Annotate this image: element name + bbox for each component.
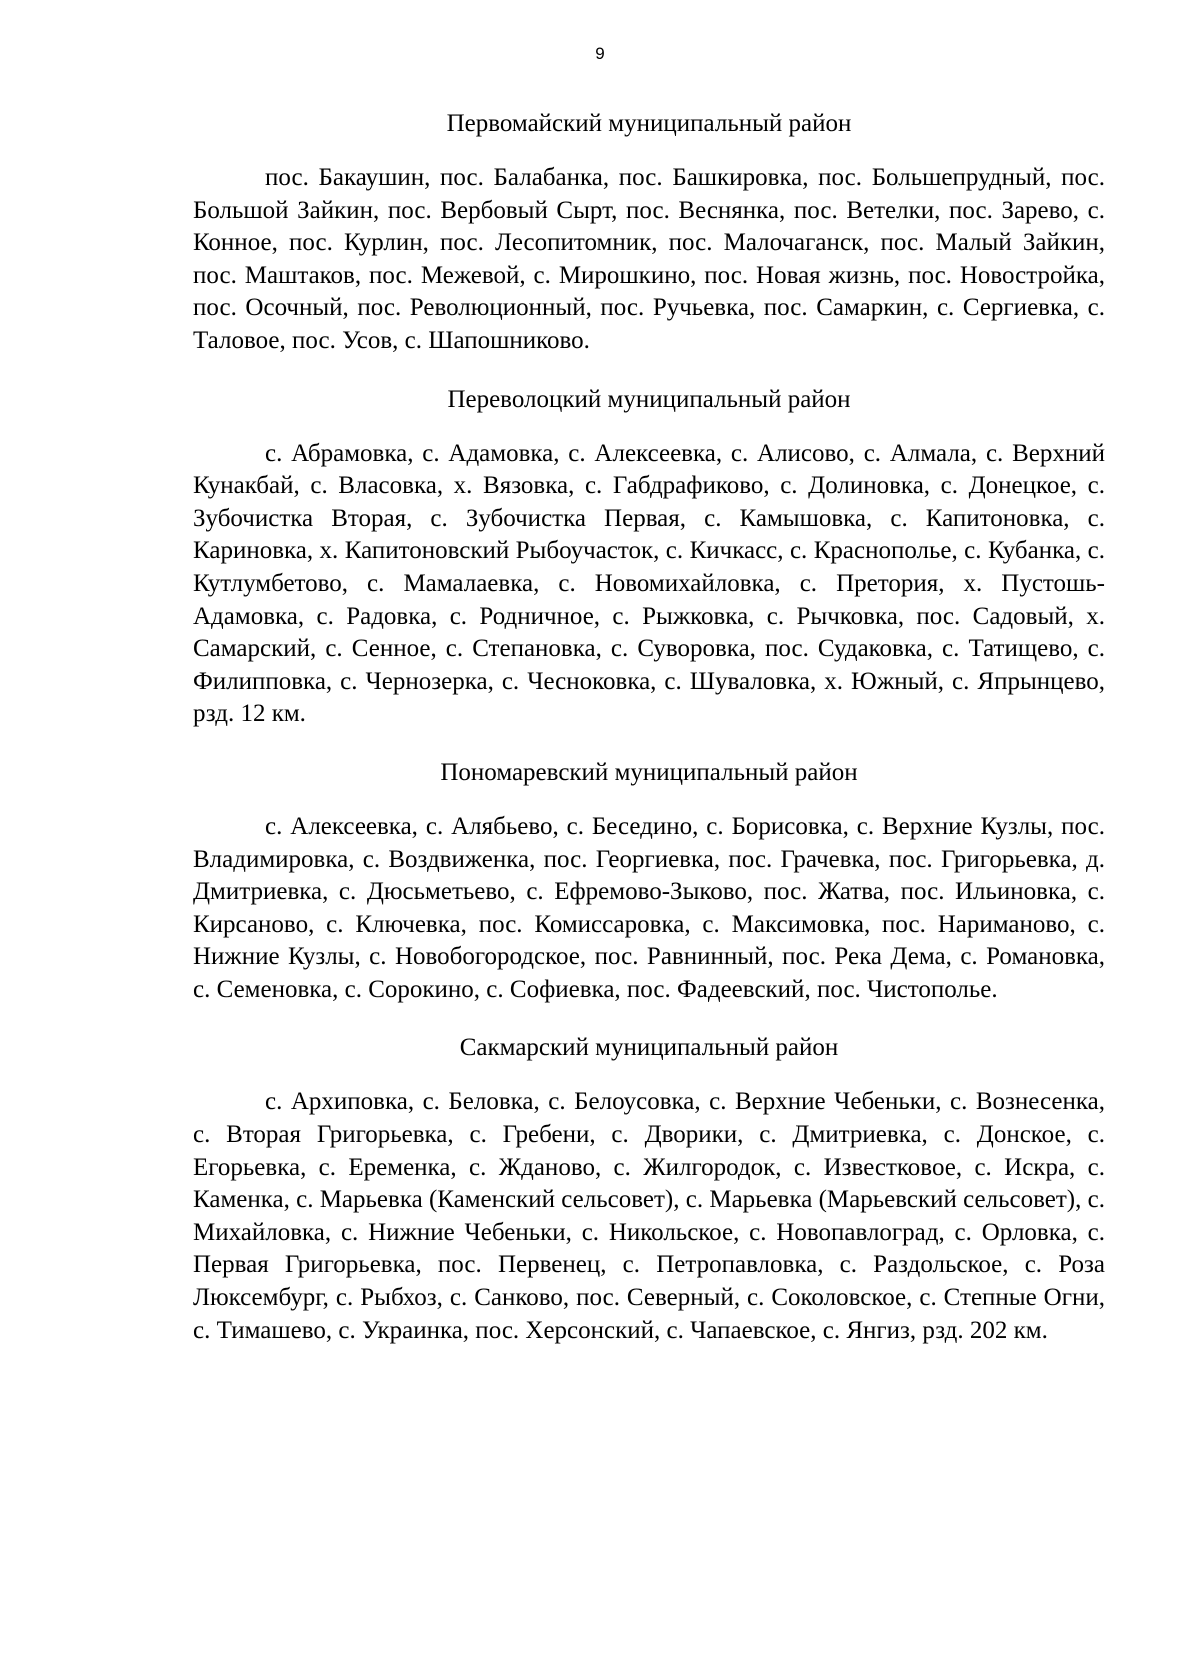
section-perevolotsky [193,384,1105,731]
document-body [193,108,1105,1373]
section-text: с. Абрамовка, с. Адамовка, с. Алексеевка, с. Алисово, с. Алмала, с. Верхний Кунакбай, с. Власовка, х. Вязовка, с. Габдрафиково, с. Долиновка, с. Донецкое, с. Зубочистка Вторая, с. Зубочистка Первая, с. Камышовка, с. Капитоновка, с. Кариновка, х. Капитоновский Рыбоучасток, с. Кичкасс, с. Краснополье, с. Кубанка, с. Кутлумбетово, с. Мамалаевка, с. Новомихайловка, с. Претория, х. Пустошь-Адамовка, с. Радовка, с. Родничное, с. Рыжковка, с. Рычковка, пос. Садовый, х. Самарский, с. Сенное, с. Степановка, с. Суворовка, пос. Судаковка, с. Татищево, с. Филипповка, с. Чернозерка, с. Чесноковка, с. Шуваловка, х. Южный, с. Япрынцево, рзд. 12 км. [193,439,1105,728]
page-number: 9 [595,44,605,63]
section-pervomaisky [193,108,1105,358]
section-text: с. Архиповка, с. Беловка, с. Белоусовка, с. Верхние Чебеньки, с. Вознесенка, с. Вторая Григорьевка, с. Гребени, с. Дворики, с. Дмитриевка, с. Донское, с. Егорьевка, с. Еременка, с. Жданово, с. Жилгородок, с. Известковое, с. Искра, с. Каменка, с. Марьевка (Каменский сельсовет), с. Марьевка (Марьевский сельсовет), с. Михайловка, с. Нижние Чебеньки, с. Никольское, с. Новопавлоград, с. Орловка, с. Первая Григорьевка, пос. Первенец, с. Петропавловка, с. Раздольское, с. Роза Люксембург, с. Рыбхоз, с. Санково, пос. Северный, с. Соколовское, с. Степные Огни, с. Тимашево, с. Украинка, пос. Херсонский, с. Чапаевское, с. Янгиз, рзд. 202 км. [193,1088,1105,1344]
section-sakmarsky [193,1032,1105,1347]
section-text: с. Алексеевка, с. Алябьево, с. Беседино, с. Борисовка, с. Верхние Кузлы, пос. Владимировка, с. Воздвиженка, пос. Георгиевка, пос. Грачевка, пос. Григорьевка, д. Дмитриевка, с. Дюсьметьево, с. Ефремово-Зыково, пос. Жатва, пос. Ильиновка, с. Кирсаново, с. Ключевка, пос. Комиссаровка, с. Максимовка, пос. Нариманово, с. Нижние Кузлы, с. Новобогородское, пос. Равнинный, пос. Река Дема, с. Романовка, с. Семеновка, с. Сорокино, с. Софиевка, пос. Фадеевский, пос. Чистополье. [193,812,1105,1003]
section-title: Пономаревский муниципальный район [440,758,858,786]
section-text: пос. Бакаушин, пос. Балабанка, пос. Башкировка, пос. Большепрудный, пос. Большой Зайкин, пос. Вербовый Сырт, пос. Веснянка, пос. Ветелки, пос. Зарево, с. Конное, пос. Курлин, пос. Лесопитомник, пос. Малочаганск, пос. Малый Зайкин, пос. Маштаков, пос. Межевой, с. Мирошкино, пос. Новая жизнь, пос. Новостройка, пос. Осочный, пос. Революционный, пос. Ручьевка, пос. Самаркин, с. Сергиевка, с. Таловое, пос. Усов, с. Шапошниково. [193,164,1105,354]
section-title: Первомайский муниципальный район [446,110,852,137]
section-title: Сакмарский муниципальный район [459,1034,839,1062]
section-title: Переволоцкий муниципальный район [447,385,851,413]
section-ponomarevsky [193,757,1105,1007]
